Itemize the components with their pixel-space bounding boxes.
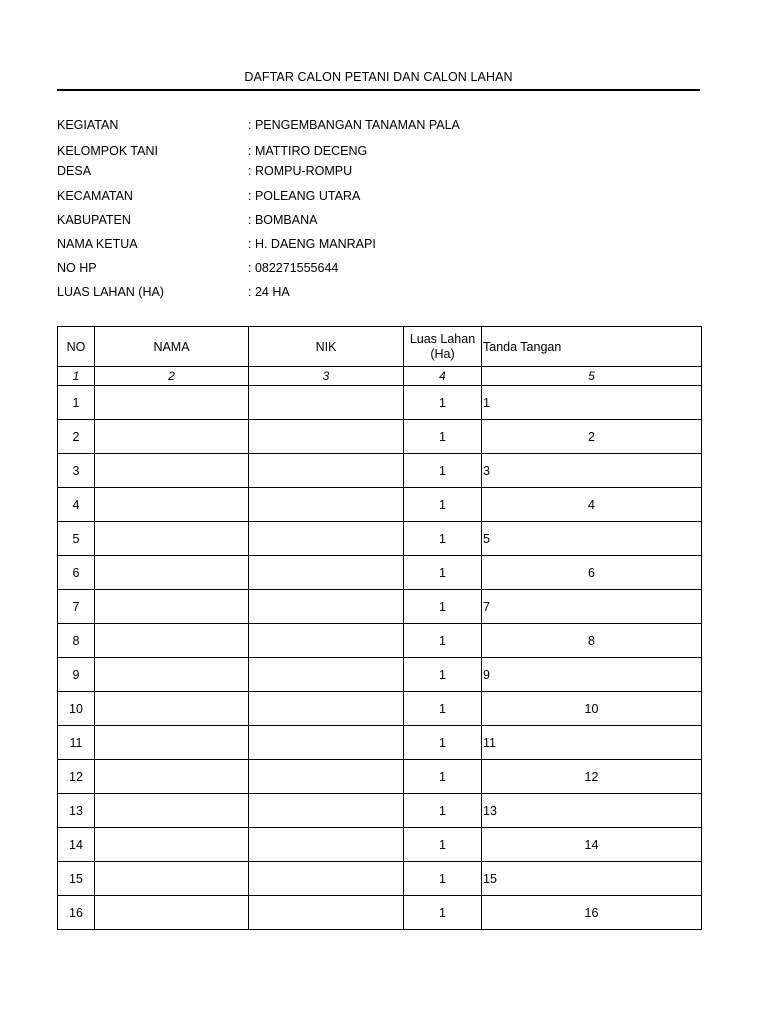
table-row (58, 794, 702, 828)
info-label: KABUPATEN (57, 213, 131, 227)
cell-no: 4 (58, 488, 95, 522)
table-row (58, 556, 702, 590)
cell-tanda-tangan: 2 (482, 420, 702, 454)
cell-no: 6 (58, 556, 95, 590)
table-row (58, 896, 702, 930)
info-value: : H. DAENG MANRAPI (248, 237, 376, 251)
cell-tanda-tangan: 15 (482, 862, 702, 896)
cell-no: 5 (58, 522, 95, 556)
cell-no: 2 (58, 420, 95, 454)
cell-nama (95, 454, 249, 488)
cell-tanda-tangan: 12 (482, 760, 702, 794)
table-row (58, 420, 702, 454)
info-value: : POLEANG UTARA (248, 189, 361, 203)
table-row (58, 692, 702, 726)
cell-luas: 1 (404, 624, 482, 658)
info-value: : ROMPU-ROMPU (248, 164, 353, 178)
cell-nik (249, 862, 404, 896)
cell-nama (95, 522, 249, 556)
cell-nama (95, 760, 249, 794)
cell-nik (249, 386, 404, 420)
cell-nama (95, 386, 249, 420)
cell-tanda-tangan: 3 (482, 454, 702, 488)
cell-nik (249, 454, 404, 488)
cell-tanda-tangan: 7 (482, 590, 702, 624)
cell-luas: 1 (404, 658, 482, 692)
cell-nik (249, 556, 404, 590)
cell-no: 14 (58, 828, 95, 862)
info-row-kecamatan (57, 189, 700, 207)
column-number: 1 (58, 367, 95, 386)
info-row-kelompok-tani (57, 144, 700, 162)
header-no: NO (58, 327, 95, 367)
header-nama: NAMA (95, 327, 249, 367)
cell-nik (249, 624, 404, 658)
column-number: 2 (95, 367, 249, 386)
cell-luas: 1 (404, 386, 482, 420)
info-label: KELOMPOK TANI (57, 144, 158, 158)
header-nik: NIK (249, 327, 404, 367)
cell-nik (249, 522, 404, 556)
cell-tanda-tangan: 1 (482, 386, 702, 420)
cell-luas: 1 (404, 454, 482, 488)
info-value: : 24 HA (248, 285, 290, 299)
cell-luas: 1 (404, 522, 482, 556)
cell-tanda-tangan: 16 (482, 896, 702, 930)
cell-no: 8 (58, 624, 95, 658)
cell-no: 13 (58, 794, 95, 828)
cell-luas: 1 (404, 692, 482, 726)
farmer-list-table (57, 326, 702, 930)
table-row (58, 726, 702, 760)
info-row-no-hp (57, 261, 700, 279)
cell-no: 7 (58, 590, 95, 624)
cell-nama (95, 556, 249, 590)
cell-nama (95, 692, 249, 726)
table-row (58, 624, 702, 658)
cell-nik (249, 828, 404, 862)
cell-luas: 1 (404, 896, 482, 930)
info-row-kabupaten (57, 213, 700, 231)
cell-nik (249, 420, 404, 454)
cell-tanda-tangan: 6 (482, 556, 702, 590)
header-luas-line2: (Ha) (430, 346, 455, 361)
cell-nama (95, 420, 249, 454)
cell-nama (95, 624, 249, 658)
cell-tanda-tangan: 4 (482, 488, 702, 522)
table-row (58, 760, 702, 794)
cell-luas: 1 (404, 726, 482, 760)
table-row (58, 522, 702, 556)
info-label: DESA (57, 164, 92, 178)
header-tanda-tangan: Tanda Tangan (482, 327, 702, 367)
cell-no: 3 (58, 454, 95, 488)
table-row (58, 862, 702, 896)
table-row (58, 386, 702, 420)
info-value: : 082271555644 (248, 261, 339, 275)
cell-nama (95, 896, 249, 930)
cell-luas: 1 (404, 862, 482, 896)
cell-nama (95, 794, 249, 828)
info-row-nama-ketua (57, 237, 700, 255)
table-row (58, 590, 702, 624)
cell-nama (95, 590, 249, 624)
cell-no: 9 (58, 658, 95, 692)
info-value: : MATTIRO DECENG (248, 144, 368, 158)
cell-no: 10 (58, 692, 95, 726)
table-row (58, 454, 702, 488)
cell-nik (249, 794, 404, 828)
cell-nama (95, 488, 249, 522)
cell-tanda-tangan: 9 (482, 658, 702, 692)
info-label: KECAMATAN (57, 189, 133, 203)
cell-nik (249, 760, 404, 794)
cell-tanda-tangan: 5 (482, 522, 702, 556)
cell-nik (249, 896, 404, 930)
cell-no: 15 (58, 862, 95, 896)
header-luas-lahan (404, 327, 482, 367)
info-label: NAMA KETUA (57, 237, 138, 251)
info-row-luas-lahan (57, 285, 700, 303)
cell-luas: 1 (404, 794, 482, 828)
cell-no: 12 (58, 760, 95, 794)
cell-nama (95, 862, 249, 896)
cell-no: 16 (58, 896, 95, 930)
cell-luas: 1 (404, 420, 482, 454)
cell-nik (249, 488, 404, 522)
title-underline (57, 89, 700, 91)
cell-luas: 1 (404, 760, 482, 794)
cell-nik (249, 692, 404, 726)
column-number-row (58, 367, 702, 386)
info-value: : BOMBANA (248, 213, 318, 227)
cell-tanda-tangan: 13 (482, 794, 702, 828)
cell-luas: 1 (404, 590, 482, 624)
cell-tanda-tangan: 8 (482, 624, 702, 658)
cell-nik (249, 726, 404, 760)
cell-nama (95, 726, 249, 760)
page-title: DAFTAR CALON PETANI DAN CALON LAHAN (244, 70, 513, 84)
cell-nama (95, 658, 249, 692)
info-label: KEGIATAN (57, 118, 119, 132)
info-value: : PENGEMBANGAN TANAMAN PALA (248, 118, 460, 132)
cell-luas: 1 (404, 488, 482, 522)
cell-tanda-tangan: 11 (482, 726, 702, 760)
cell-nik (249, 658, 404, 692)
table-row (58, 658, 702, 692)
info-label: LUAS LAHAN (HA) (57, 285, 164, 299)
cell-tanda-tangan: 14 (482, 828, 702, 862)
cell-luas: 1 (404, 828, 482, 862)
cell-no: 1 (58, 386, 95, 420)
info-label: NO HP (57, 261, 97, 275)
column-number: 5 (482, 367, 702, 386)
column-number: 4 (404, 367, 482, 386)
column-number: 3 (249, 367, 404, 386)
table-header-row (58, 327, 702, 367)
header-luas-line1: Luas Lahan (409, 331, 476, 346)
cell-nik (249, 590, 404, 624)
cell-luas: 1 (404, 556, 482, 590)
cell-no: 11 (58, 726, 95, 760)
info-row-desa (57, 164, 700, 182)
cell-nama (95, 828, 249, 862)
table-row (58, 828, 702, 862)
table-row (58, 488, 702, 522)
info-row-kegiatan (57, 118, 700, 136)
cell-tanda-tangan: 10 (482, 692, 702, 726)
